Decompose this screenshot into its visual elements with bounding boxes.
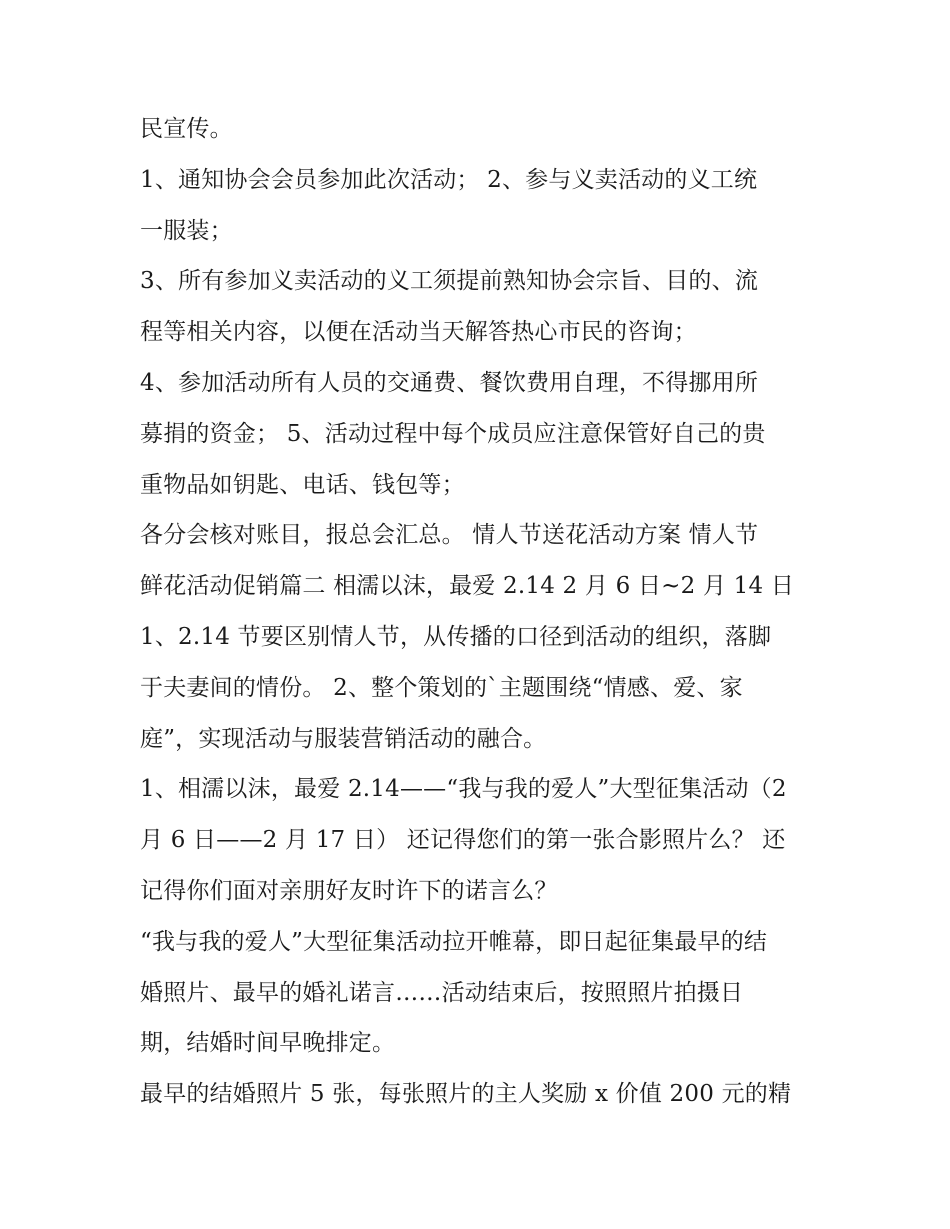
- text-line: 民宣传。: [140, 116, 233, 142]
- text-line: 一服装；: [140, 217, 233, 244]
- text-line: 记得你们面对亲朋好友时许下的诺言么？: [140, 877, 558, 904]
- document-body: [140, 104, 820, 1120]
- text-line: 最早的结婚照片 5 张，每张照片的主人奖励 x 价值 200 元的精: [140, 1081, 792, 1108]
- text-line: 1、通知协会会员参加此次活动； 2、参与义卖活动的义工统: [140, 166, 758, 193]
- text-line: 鲜花活动促销篇二 相濡以沫，最爱 2.14 2 月 6 日~2 月 14 日: [140, 573, 795, 600]
- text-line: 1、2.14 节要区别情人节，从传播的口径到活动的组织，落脚: [140, 623, 772, 650]
- text-line: 于夫妻间的情份。 2、整个策划的`主题围绕“情感、爱、家: [140, 674, 743, 701]
- text-line: 募捐的资金； 5、活动过程中每个成员应注意保管好自己的贵: [140, 420, 766, 447]
- text-line: 重物品如钥匙、电话、钱包等；: [140, 471, 465, 498]
- text-line: 4、参加活动所有人员的交通费、餐饮费用自理，不得挪用所: [140, 369, 759, 396]
- text-line: 期，结婚时间早晚排定。: [140, 1030, 396, 1057]
- text-line: 各分会核对账目，报总会汇总。 情人节送花活动方案 情人节: [140, 522, 759, 549]
- text-line: 1、相濡以沫，最爱 2.14——“我与我的爱人”大型征集活动（2: [140, 776, 787, 803]
- text-line: 程等相关内容，以便在活动当天解答热心市民的咨询；: [140, 319, 697, 346]
- text-line: 3、所有参加义卖活动的义工须提前熟知协会宗旨、目的、流: [140, 268, 759, 295]
- text-line: 庭”，实现活动与服装营销活动的融合。: [140, 725, 547, 752]
- text-line: 婚照片、最早的婚礼诺言……活动结束后，按照照片拍摄日: [140, 979, 744, 1006]
- text-line: 月 6 日——2 月 17 日） 还记得您们的第一张合影照片么？ 还: [140, 827, 786, 854]
- text-line: “我与我的爱人”大型征集活动拉开帷幕，即日起征集最早的结: [140, 928, 768, 955]
